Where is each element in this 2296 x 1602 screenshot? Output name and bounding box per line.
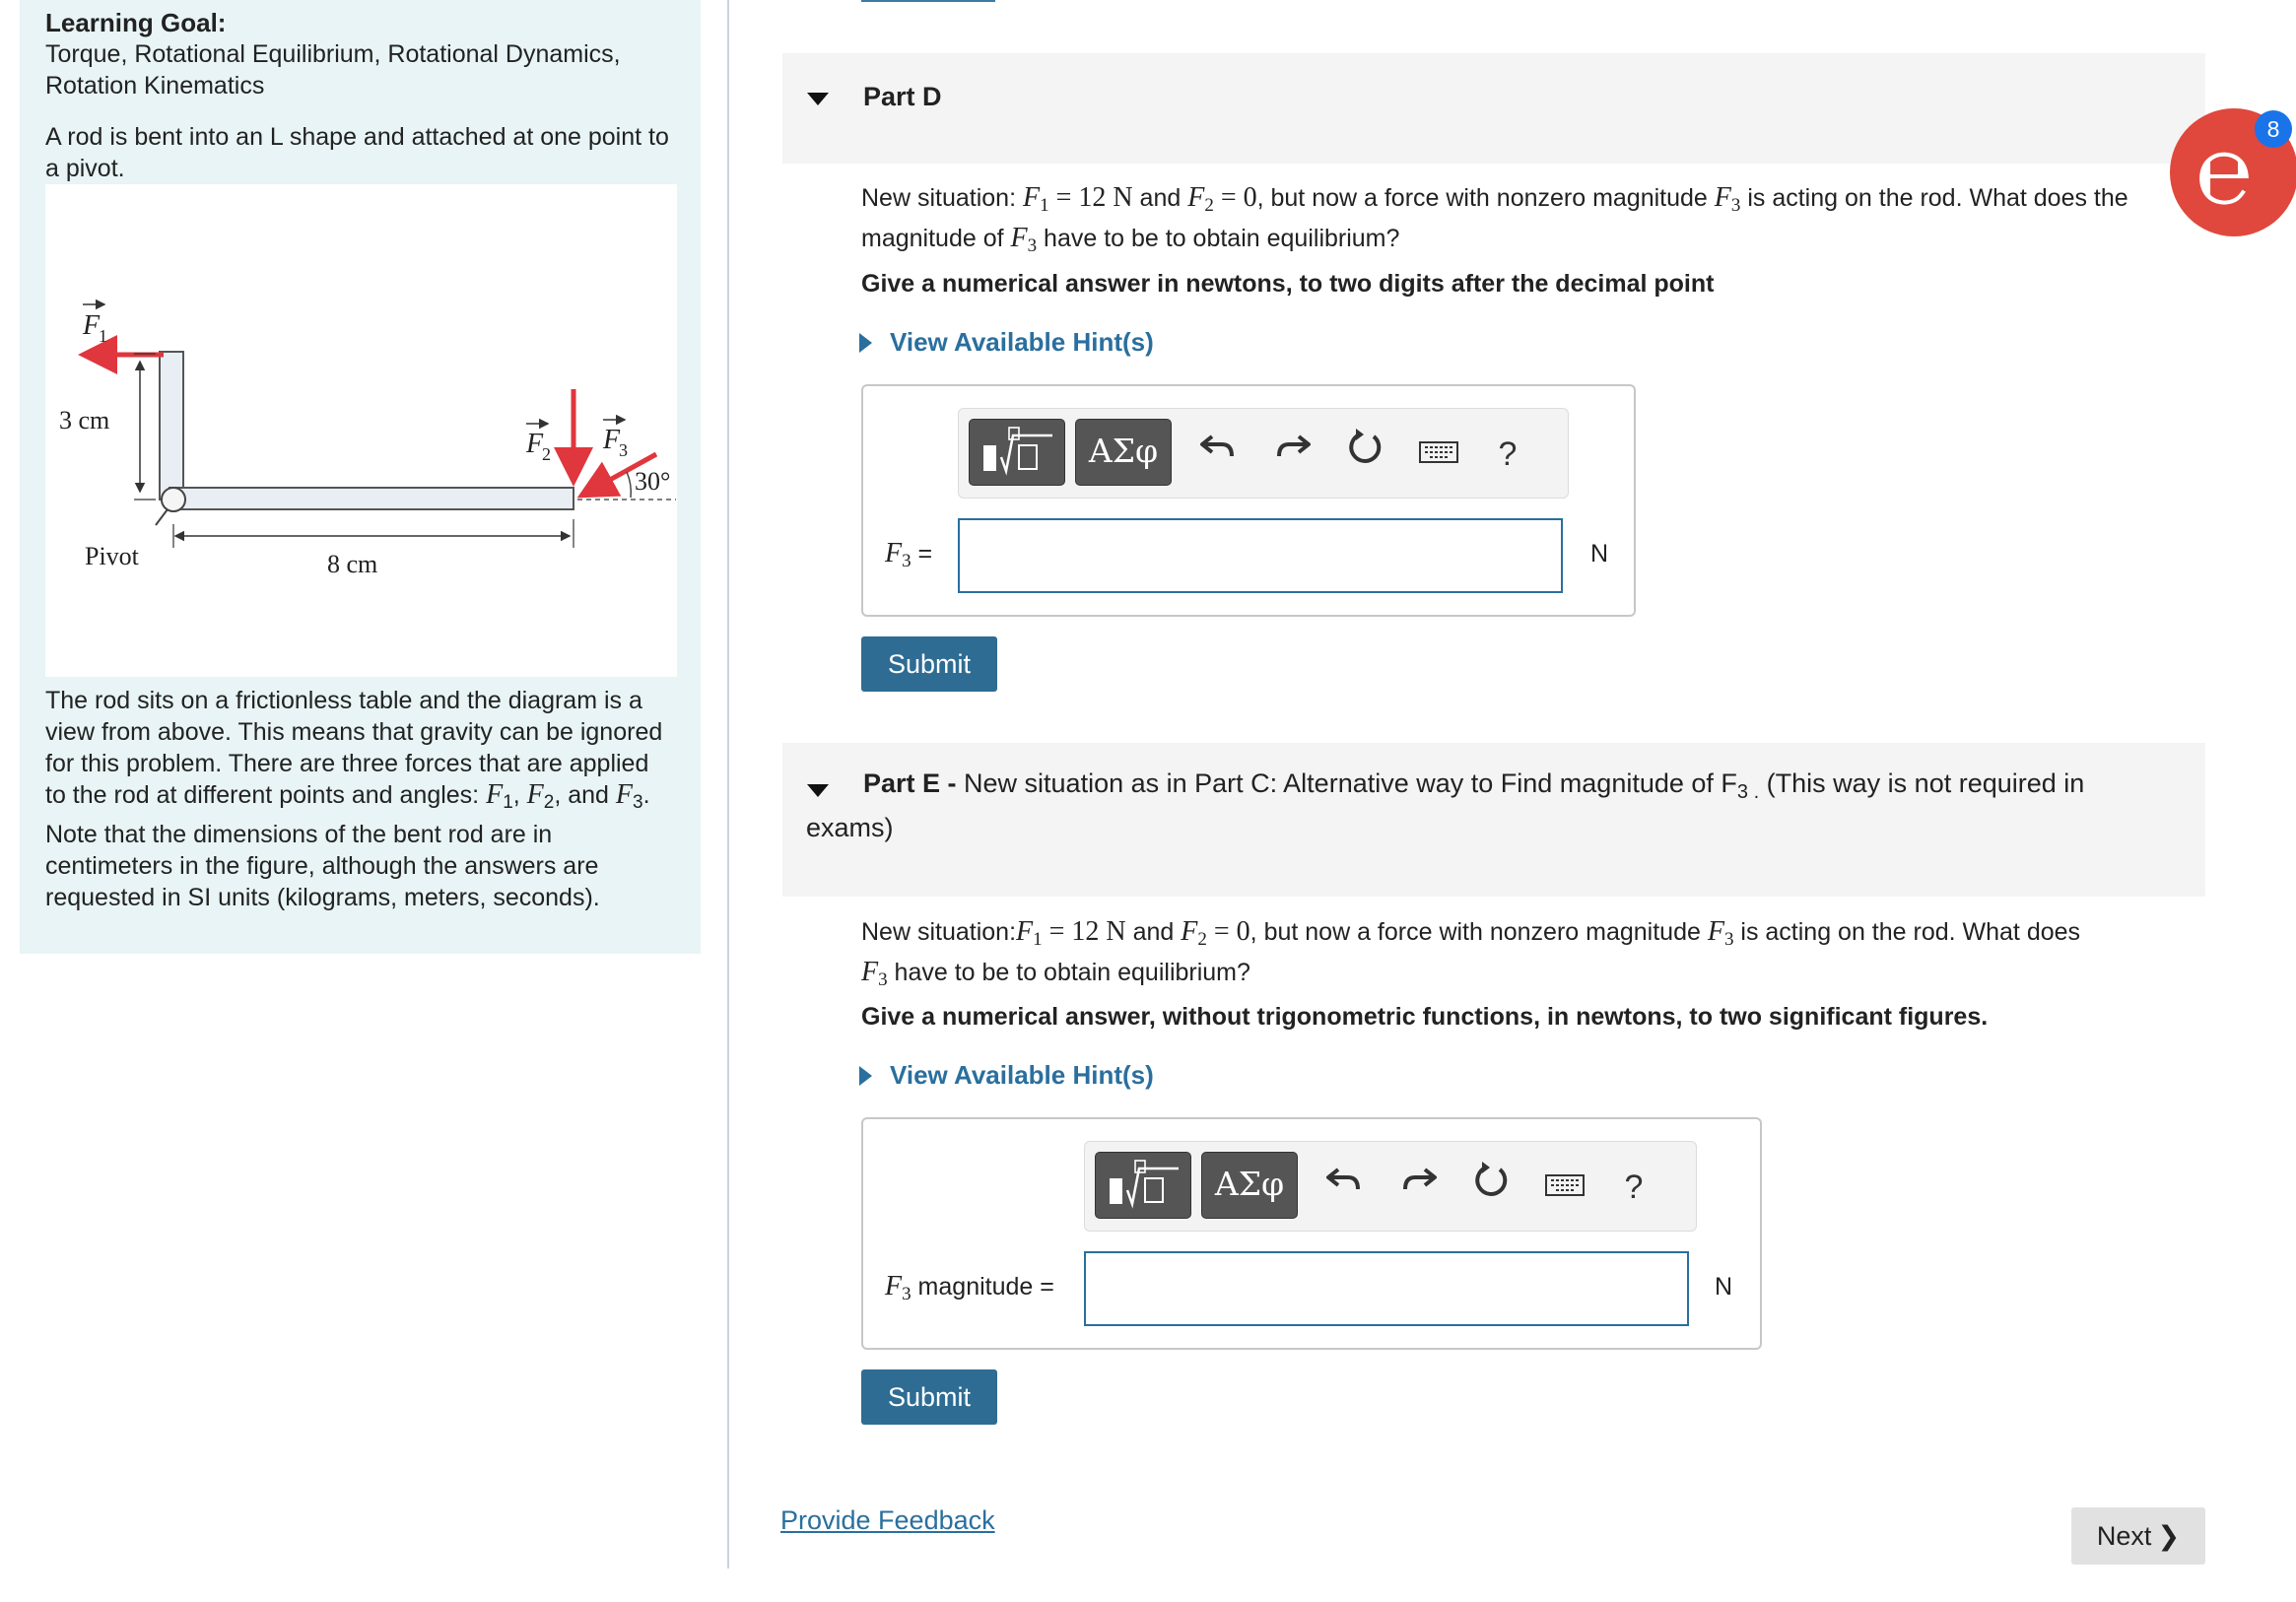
rod-diagram — [45, 184, 677, 677]
reset-icon[interactable] — [1465, 1160, 1519, 1215]
part-e-answer-input[interactable] — [1084, 1251, 1689, 1326]
learning-goal-title: Learning Goal: — [45, 8, 227, 37]
problem-description: The rod sits on a frictionless table and the diagram is a view from above. This means that gravity can be ignored for this problem. There are three forces that are applied to the rod at different points and angles: $F_1$, $F_2$, and $F_3$. Note that the dimensions of the bent rod are in centimeters in the figure, although the answers are requested in SI units (kilograms, meters, seconds). — [45, 687, 663, 911]
learning-goal-topics: Torque, Rotational Equilibrium, Rotational Dynamics, Rotation Kinematics — [45, 40, 621, 100]
expand-triangle-icon — [859, 1066, 872, 1086]
problem-intro: A rod is bent into an L shape and attached at one point to a pivot. — [45, 123, 669, 182]
keyboard-icon[interactable] — [1538, 1160, 1591, 1215]
rod-vertical-segment — [160, 352, 183, 500]
part-e-view-hints-link[interactable]: View Available Hint(s) — [859, 1060, 1154, 1091]
help-icon[interactable]: ? — [1624, 1168, 1644, 1206]
part-e-question: New situation:F1 = 12 N and F2 = 0, but now a force with nonzero magnitude F3 is acting on the rod. What does F3 have to be to obtain equilibrium? — [861, 916, 2081, 990]
angle-arc — [627, 472, 631, 498]
part-d-answer-input[interactable] — [958, 518, 1563, 593]
pivot-mount — [156, 509, 168, 525]
templates-button[interactable] — [969, 419, 1065, 486]
angle-label: 30° — [635, 467, 671, 496]
expand-triangle-icon — [859, 333, 872, 353]
part-e-submit-button[interactable]: Submit — [861, 1369, 997, 1425]
part-d-view-hints-link[interactable]: View Available Hint(s) — [859, 327, 1154, 358]
svg-text:F: F — [526, 429, 544, 459]
part-e-header[interactable] — [782, 743, 2205, 897]
rod-diagram-svg — [45, 184, 677, 677]
templates-button[interactable] — [1095, 1152, 1191, 1219]
part-d-input-label: F3 = — [885, 538, 933, 571]
f2-label — [525, 424, 551, 464]
reset-icon[interactable] — [1339, 427, 1392, 482]
part-d-title: Part D — [863, 82, 942, 111]
part-d-header[interactable] — [782, 53, 2205, 164]
top-scroll-remnant — [861, 0, 995, 2]
redo-icon[interactable] — [1266, 427, 1319, 482]
part-e-math-toolbar — [1084, 1141, 1697, 1232]
svg-text:F: F — [603, 425, 621, 455]
svg-text:2: 2 — [542, 444, 551, 464]
templates-icon — [970, 420, 1064, 485]
svg-text:F: F — [83, 310, 101, 341]
collapse-caret-icon[interactable] — [807, 93, 829, 105]
svg-text:1: 1 — [99, 326, 107, 346]
learning-goal-panel — [20, 0, 701, 954]
part-d-unit: N — [1590, 540, 1609, 567]
undo-icon[interactable] — [1317, 1160, 1371, 1215]
part-e-instruction: Give a numerical answer, without trigonometric functions, in newtons, to two significant figures. — [861, 1003, 1989, 1031]
notification-count-badge: 8 — [2255, 110, 2292, 148]
next-button[interactable]: Next ❯ — [2071, 1507, 2205, 1565]
part-d-question: New situation: F1 = 12 N and F2 = 0, but now a force with nonzero magnitude F3 is acting on the rod. What does the magnitude of F3 have to be to obtain equilibrium? — [861, 182, 2128, 256]
column-divider — [727, 0, 729, 1569]
help-icon[interactable]: ? — [1498, 435, 1518, 473]
part-d-submit-button[interactable]: Submit — [861, 636, 997, 692]
keyboard-icon[interactable] — [1412, 427, 1465, 482]
part-d-answer-box — [861, 384, 1636, 617]
height-label: 3 cm — [59, 406, 110, 434]
assistant-logo-icon: ℮ — [2195, 115, 2253, 226]
part-d-math-toolbar — [958, 408, 1569, 499]
redo-icon[interactable] — [1392, 1160, 1446, 1215]
f1-label — [82, 304, 107, 346]
rod-horizontal-segment — [169, 488, 574, 509]
greek-symbols-button[interactable]: ΑΣφ — [1075, 419, 1172, 486]
pivot-circle — [162, 488, 185, 511]
length-label: 8 cm — [327, 550, 378, 578]
part-e-answer-box — [861, 1117, 1762, 1350]
part-e-title: Part E - New situation as in Part C: Alternative way to Find magnitude of $F_{3 .}$ (This way is not required in exams) — [806, 768, 2085, 842]
part-d-instruction: Give a numerical answer in newtons, to two digits after the decimal point — [861, 270, 1715, 298]
part-e-unit: N — [1715, 1273, 1733, 1301]
part-e-input-label: F3 magnitude = — [885, 1271, 1054, 1304]
provide-feedback-link[interactable]: Provide Feedback — [780, 1505, 995, 1535]
chevron-right-icon: ❯ — [2157, 1521, 2181, 1551]
f3-label — [602, 420, 628, 460]
undo-icon[interactable] — [1191, 427, 1245, 482]
templates-icon — [1096, 1153, 1190, 1218]
svg-text:3: 3 — [619, 440, 628, 460]
greek-symbols-button[interactable]: ΑΣφ — [1201, 1152, 1298, 1219]
pivot-label: Pivot — [85, 542, 139, 570]
